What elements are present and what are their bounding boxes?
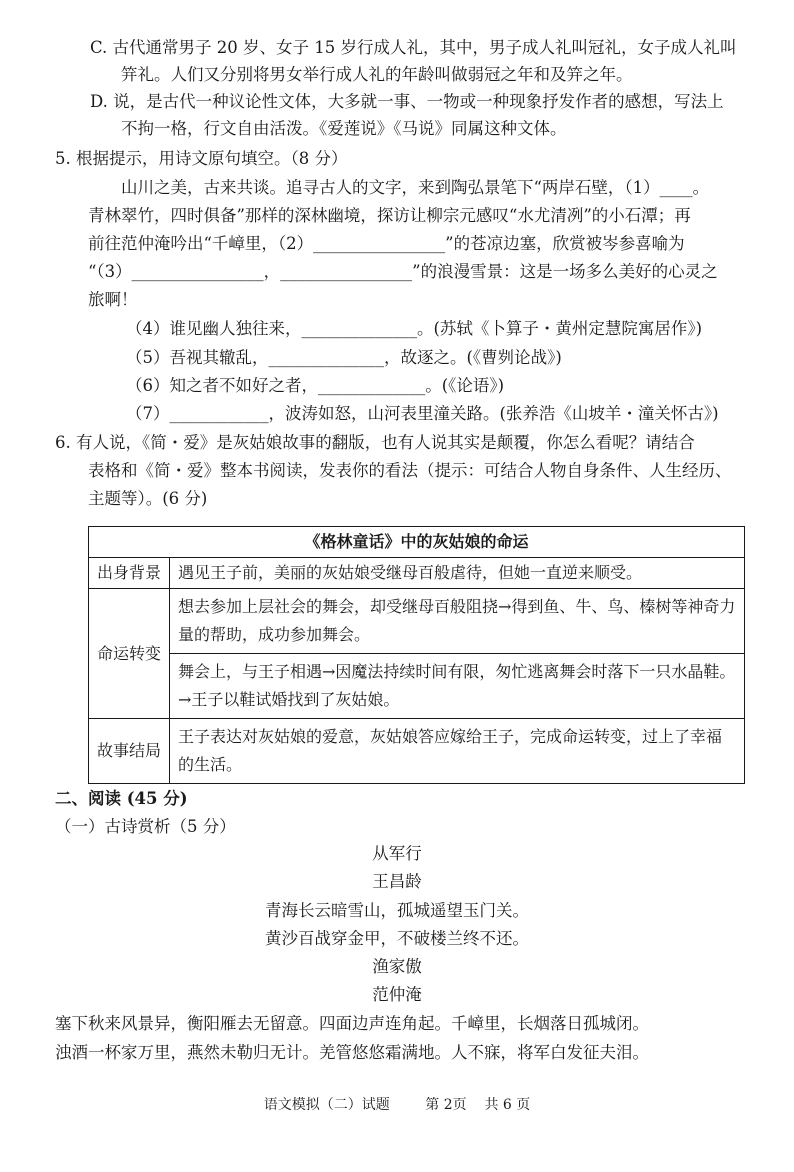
table-cell: 舞会上，与王子相遇→因魔法持续时间有限，匆忙逃离舞会时落下一只水晶鞋。→王子以鞋试婚找到了灰姑娘。 [170, 654, 745, 719]
question-5-passage-line5: 旅啊！ [88, 290, 138, 309]
question-5-passage-line4: “（3）________________，________________”的浪漫雪景：这是一场多么美好的心灵之 [88, 262, 718, 281]
section-2-subheading: （一）古诗赏析（5 分） [55, 817, 236, 836]
question-5-item-7: （7）____________，波涛如怒，山河表里潼关路。(张养浩《山坡羊・潼关怀古》) [126, 404, 719, 423]
cinderella-fate-table [88, 526, 745, 784]
question-5-item-4: （4）谁见幽人独往来，______________。(苏轼《卜算子・黄州定慧院寓居作》) [126, 319, 703, 338]
question-6-line3: 主题等）。(6 分) [88, 489, 208, 508]
table-row-label: 命运转变 [89, 589, 170, 719]
question-6-line2: 表格和《简・爱》整本书阅读，发表你的看法（提示：可结合人物自身条件、人生经历、 [88, 461, 732, 480]
poem-2-line1: 塞下秋来风景异，衡阳雁去无留意。四面边声连角起。千嶂里，长烟落日孤城闭。 [55, 1014, 649, 1033]
question-5-header: 5. 根据提示，用诗文原句填空。（8 分） [55, 149, 348, 168]
question-6-line1: 6. 有人说，《简・爱》是灰姑娘故事的翻版，也有人说其实是颠覆，你怎么看呢？请结合 [55, 433, 695, 452]
option-d-line2: 不拘一格，行文自由活泼。《爱莲说》《马说》同属这种文体。 [121, 119, 567, 138]
table-title: 《格林童话》中的灰姑娘的命运 [89, 527, 745, 558]
table-row [89, 719, 745, 784]
question-5-passage-line1: 山川之美，古来共谈。追寻古人的文字，来到陶弘景笔下“两岸石壁，（1）____。 [121, 178, 710, 197]
question-5-passage-line2: 青林翠竹，四时俱备”那样的深林幽境，探访让柳宗元感叹“水尤清冽”的小石潭；再 [88, 206, 691, 225]
option-d-line1: D. 说，是古代一种议论性文体，大多就一事、一物或一种现象抒发作者的感想，写法上 [90, 92, 724, 111]
question-5-item-6: （6）知之者不如好之者，_____________。(《论语》) [126, 376, 505, 395]
table-row [89, 558, 745, 589]
table-title-row [89, 527, 745, 558]
poem-1-author: 王昌龄 [372, 872, 422, 891]
table-row [89, 654, 745, 719]
poem-1-title: 从军行 [372, 844, 422, 863]
poem-2-title: 渔家傲 [372, 957, 422, 976]
poem-1-line1: 青海长云暗雪山，孤城遥望玉门关。 [265, 901, 529, 920]
table-cell: 遇见王子前，美丽的灰姑娘受继母百般虐待，但她一直逆来顺受。 [170, 558, 745, 589]
table-cell: 王子表达对灰姑娘的爱意，灰姑娘答应嫁给王子，完成命运转变，过上了幸福的生活。 [170, 719, 745, 784]
table-row-label: 故事结局 [89, 719, 170, 784]
table-row [89, 589, 745, 654]
poem-2-line2: 浊酒一杯家万里，燕然未勒归无计。羌管悠悠霜满地。人不寐，将军白发征夫泪。 [55, 1043, 649, 1062]
poem-2-author: 范仲淹 [372, 985, 422, 1004]
page-footer: 语文模拟（二）试题 第 2页 共 6 页 [263, 1097, 531, 1113]
table-cell: 想去参加上层社会的舞会，却受继母百般阻挠→得到鱼、牛、鸟、榛树等神奇力量的帮助，成功参加舞会。 [170, 589, 745, 654]
table-row-label: 出身背景 [89, 558, 170, 589]
section-2-heading: 二、阅读 (45 分) [55, 789, 188, 808]
question-5-item-5: （5）吾视其辙乱，______________，故逐之。(《曹刿论战》) [126, 348, 562, 367]
option-c-line1: C. 古代通常男子 20 岁、女子 15 岁行成人礼，其中，男子成人礼叫冠礼，女子成人礼叫 [90, 38, 737, 57]
poem-1-line2: 黄沙百战穿金甲，不破楼兰终不还。 [265, 929, 529, 948]
option-c-line2: 笄礼。人们又分别将男女举行成人礼的年龄叫做弱冠之年和及笄之年。 [121, 65, 633, 84]
question-5-passage-line3: 前往范仲淹吟出“千嶂里，（2）________________”的苍凉边塞，欣赏被岑参喜喻为 [88, 234, 685, 253]
